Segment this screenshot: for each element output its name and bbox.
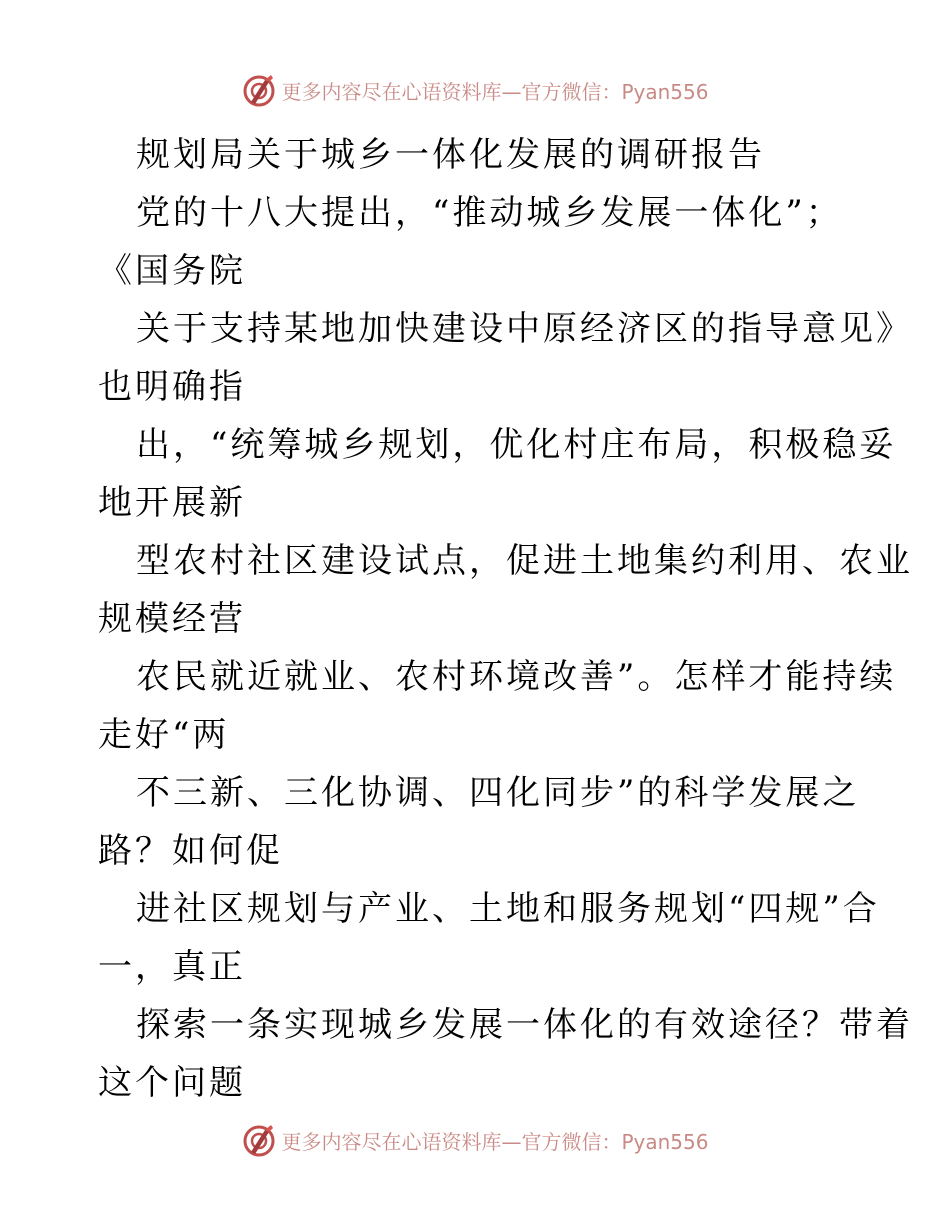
text-line: 地开展新 [98,483,246,523]
text-line: 一，真正 [98,947,246,987]
text-line: 不三新、三化协调、四化同步”的科学发展之 [136,773,860,813]
logo-icon [241,72,277,108]
document-title: 规划局关于城乡一体化发展的调研报告 [136,135,765,175]
footer-watermark-banner [0,1120,950,1160]
text-line: 出，“统筹城乡规划，优化村庄布局，积极稳妥 [136,425,897,465]
watermark-text: 更多内容尽在心语资料库—官方微信：Pyan556 [281,79,709,104]
text-line: 这个问题 [98,1063,246,1103]
text-line: 走好“两 [98,715,230,755]
document-body [98,126,913,1112]
text-line: 型农村社区建设试点，促进土地集约利用、农业 [136,541,913,581]
text-line: 也明确指 [98,367,246,407]
header-watermark-banner [0,70,950,110]
text-line: 路？如何促 [98,831,283,871]
text-line: 农民就近就业、农村环境改善”。怎样才能持续 [136,657,897,697]
text-line: 党的十八大提出，“推动城乡发展一体化”； [136,193,843,233]
text-line: 《国务院 [98,251,246,291]
logo-icon [241,1122,277,1158]
text-line: 规模经营 [98,599,246,639]
text-line: 进社区规划与产业、土地和服务规划“四规”合 [136,889,880,929]
watermark-text: 更多内容尽在心语资料库—官方微信：Pyan556 [281,1129,709,1154]
text-line: 关于支持某地加快建设中原经济区的指导意见》 [136,309,913,349]
text-line: 探索一条实现城乡发展一体化的有效途径？带着 [136,1005,913,1045]
